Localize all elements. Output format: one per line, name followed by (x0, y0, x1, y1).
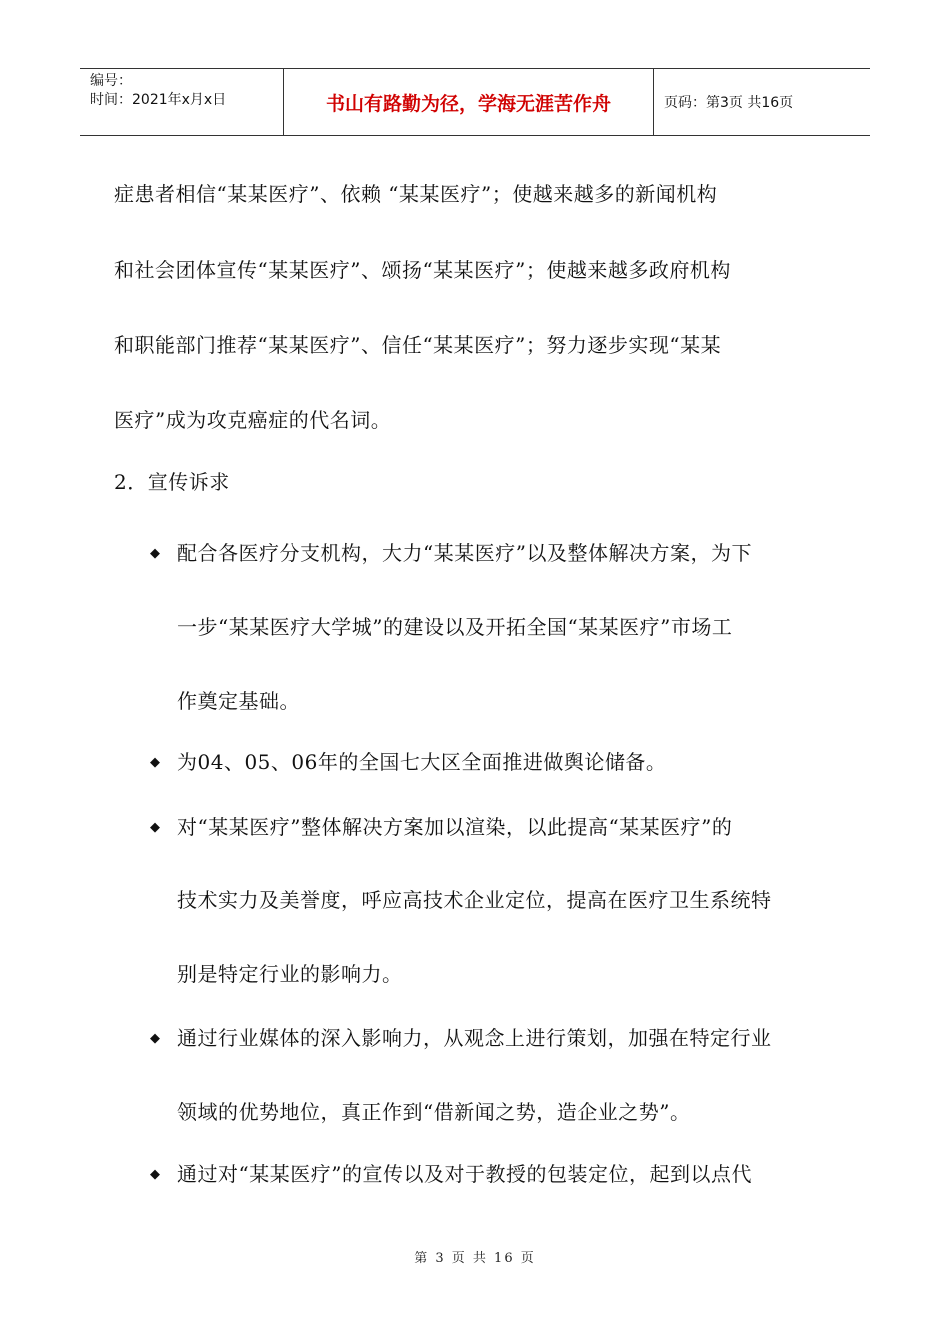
bullet-item (150, 537, 752, 566)
diamond-bullet-icon: ◆ (150, 820, 161, 835)
header-motto: 书山有路勤为径，学海无涯苦作舟 (284, 69, 654, 135)
paragraph-line: 医疗”成为攻克癌症的代名词。 (114, 408, 392, 432)
bullet-item (150, 746, 666, 775)
bullet-item (150, 811, 732, 840)
section-heading: 2．宣传诉求 (114, 470, 230, 494)
paragraph-line: 和社会团体宣传“某某医疗”、颂扬“某某医疗”；使越来越多政府机构 (114, 258, 731, 282)
bullet-text: 通过对“某某医疗”的宣传以及对于教授的包装定位，起到以点代 (177, 1162, 752, 1186)
paragraph-line: 和职能部门推荐“某某医疗”、信任“某某医疗”；努力逐步实现“某某 (114, 333, 722, 357)
diamond-bullet-icon: ◆ (150, 546, 161, 561)
number-label: 编号： (90, 73, 132, 89)
document-header (80, 68, 870, 136)
bullet-item (150, 1158, 752, 1187)
header-meta (80, 69, 284, 135)
diamond-bullet-icon: ◆ (150, 1031, 161, 1046)
bullet-continuation: 技术实力及美誉度，呼应高技术企业定位，提高在医疗卫生系统特 (177, 888, 772, 912)
bullet-item (150, 1022, 772, 1051)
bullet-continuation: 一步“某某医疗大学城”的建设以及开拓全国“某某医疗”市场工 (177, 615, 733, 639)
bullet-continuation: 作奠定基础。 (177, 689, 300, 713)
bullet-text: 为04、05、06年的全国七大区全面推进做舆论储备。 (177, 750, 667, 774)
header-page-info: 页码：第3页 共16页 (664, 95, 794, 111)
bullet-continuation: 领域的优势地位，真正作到“借新闻之势，造企业之势”。 (177, 1100, 691, 1124)
bullet-text: 配合各医疗分支机构，大力“某某医疗”以及整体解决方案，为下 (177, 541, 752, 565)
bullet-continuation: 别是特定行业的影响力。 (177, 962, 403, 986)
date-label: 时间：2021年x月x日 (90, 92, 227, 108)
diamond-bullet-icon: ◆ (150, 1167, 161, 1182)
bullet-text: 通过行业媒体的深入影响力，从观念上进行策划，加强在特定行业 (177, 1026, 772, 1050)
bullet-text: 对“某某医疗”整体解决方案加以渲染，以此提高“某某医疗”的 (177, 815, 733, 839)
page-footer: 第 3 页 共 16 页 (414, 1251, 536, 1266)
diamond-bullet-icon: ◆ (150, 755, 161, 770)
paragraph-line: 症患者相信“某某医疗”、依赖 “某某医疗”；使越来越多的新闻机构 (114, 182, 718, 206)
